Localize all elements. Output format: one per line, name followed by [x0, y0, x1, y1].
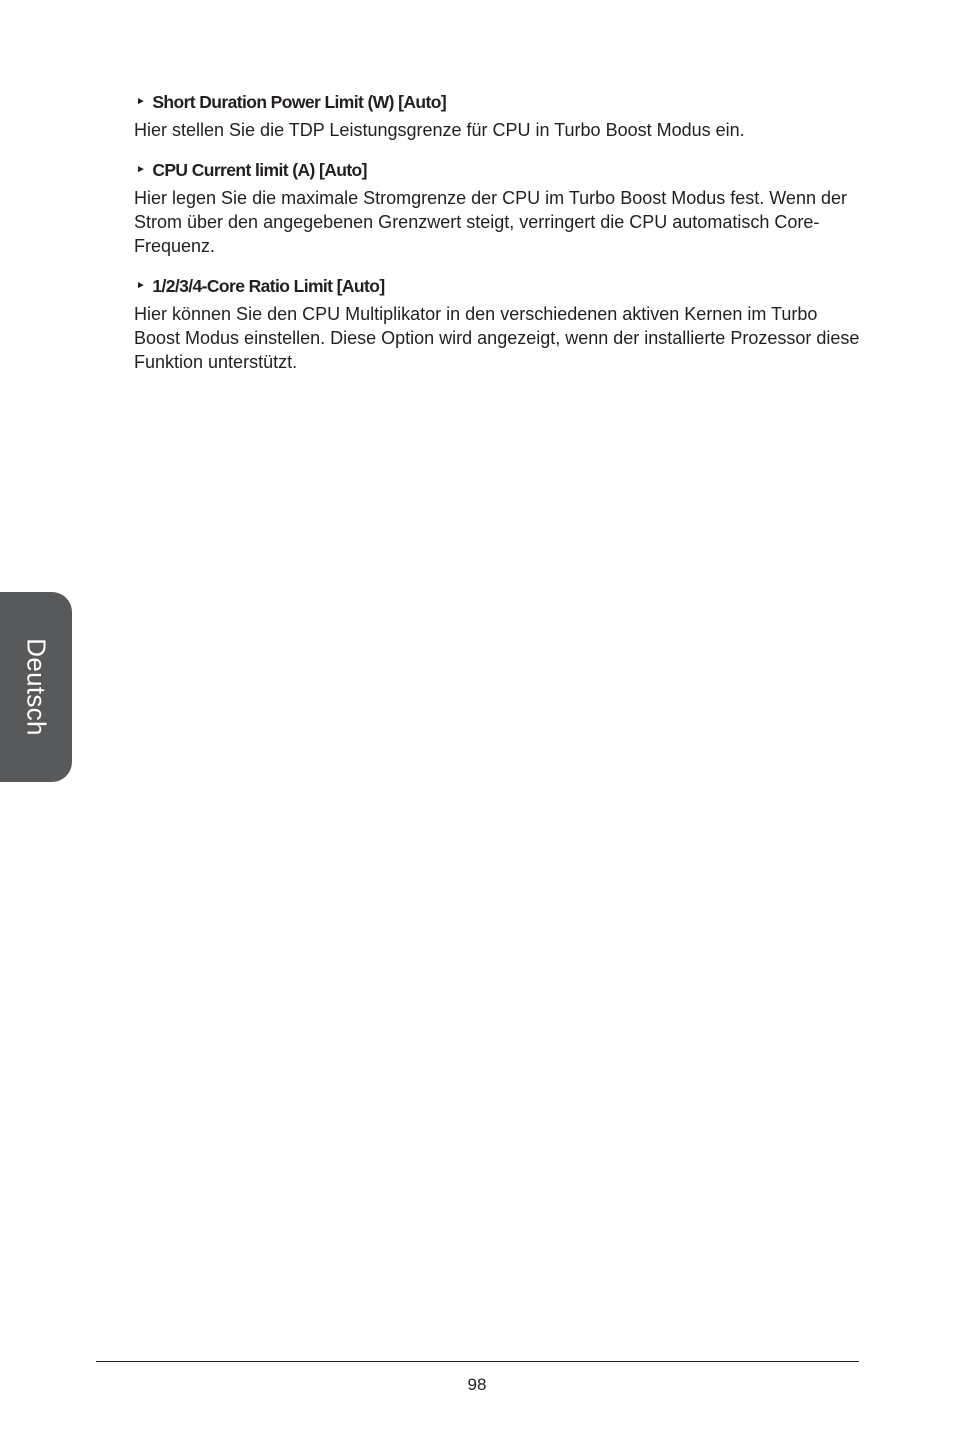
- triangle-right-icon: ►: [136, 164, 146, 175]
- manual-content: [134, 90, 864, 390]
- language-side-tab-label: Deutsch: [21, 638, 52, 736]
- setting-section-cpu-current-limit: [134, 158, 864, 258]
- setting-description: Hier stellen Sie die TDP Leistungsgrenze für CPU in Turbo Boost Modus ein.: [134, 120, 745, 140]
- setting-section-core-ratio-limit: [134, 274, 864, 374]
- setting-description: Hier legen Sie die maximale Stromgrenze der CPU im Turbo Boost Modus fest. Wenn der Strom über den angegebenen Grenzwert steigt, verringert die CPU automatisch Core-Frequenz.: [134, 188, 847, 256]
- setting-section-short-duration-power-limit: [134, 90, 864, 142]
- setting-heading: [134, 90, 864, 114]
- setting-heading-label: Short Duration Power Limit (W) [Auto]: [152, 92, 447, 112]
- page-number: 98: [467, 1375, 487, 1394]
- setting-heading-label: CPU Current limit (A) [Auto]: [152, 160, 367, 180]
- setting-heading-label: 1/2/3/4-Core Ratio Limit [Auto]: [152, 276, 385, 296]
- footer-divider: [96, 1361, 859, 1362]
- setting-heading: [134, 274, 864, 298]
- language-side-tab: [0, 592, 72, 782]
- setting-description: Hier können Sie den CPU Multiplikator in den verschiedenen aktiven Kernen im Turbo Boost Modus einstellen. Diese Option wird angezeigt, wenn der installierte Prozessor diese Funktion unterstützt.: [134, 304, 860, 372]
- triangle-right-icon: ►: [136, 280, 146, 291]
- setting-heading: [134, 158, 864, 182]
- triangle-right-icon: ►: [136, 96, 146, 107]
